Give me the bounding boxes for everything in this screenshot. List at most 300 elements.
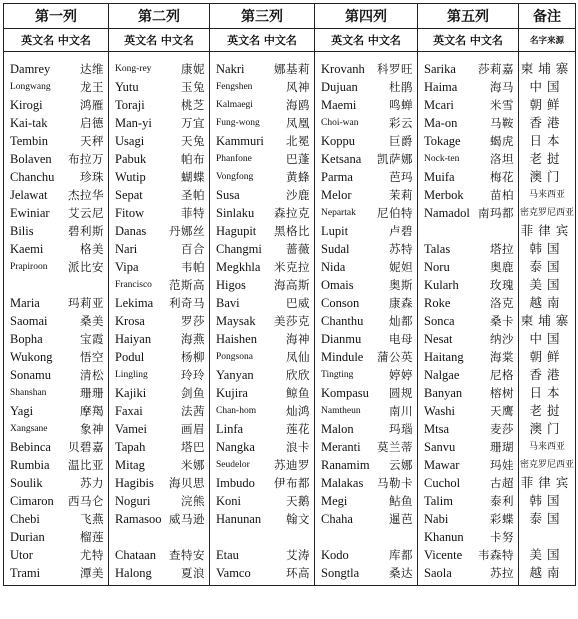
name-cell bbox=[4, 348, 109, 366]
table-row bbox=[4, 528, 576, 546]
chinese-name: 布拉万 bbox=[68, 152, 104, 166]
name-pair bbox=[210, 384, 314, 402]
chinese-name: 美莎克 bbox=[274, 314, 310, 328]
english-name: Prapiroon bbox=[10, 262, 48, 272]
name-cell bbox=[109, 510, 210, 528]
chinese-name: 麦莎 bbox=[490, 422, 514, 436]
name-pair bbox=[109, 60, 209, 78]
english-name: Malakas bbox=[321, 476, 364, 490]
english-name: Changmi bbox=[216, 242, 262, 256]
chinese-name: 茉莉 bbox=[389, 188, 413, 202]
english-name: Chanthu bbox=[321, 314, 364, 328]
name-cell bbox=[210, 510, 315, 528]
name-cell bbox=[315, 402, 418, 420]
name-pair bbox=[315, 186, 417, 204]
name-pair bbox=[4, 186, 108, 204]
name-pair bbox=[315, 276, 417, 294]
english-name: Koni bbox=[216, 494, 241, 508]
name-pair bbox=[315, 78, 417, 96]
english-name: Songtla bbox=[321, 566, 360, 580]
name-pair bbox=[4, 294, 108, 312]
english-name: Mawar bbox=[424, 458, 460, 472]
english-name: Trami bbox=[10, 566, 41, 580]
chinese-name: 巴威 bbox=[286, 296, 310, 310]
name-cell bbox=[4, 258, 109, 276]
origin-cell: 菲律宾 bbox=[519, 222, 576, 240]
chinese-name: 天秤 bbox=[80, 134, 104, 148]
english-name: Damrey bbox=[10, 62, 51, 76]
english-name: Tembin bbox=[10, 134, 49, 148]
table-row bbox=[4, 186, 576, 204]
name-cell bbox=[210, 240, 315, 258]
name-pair bbox=[4, 204, 108, 222]
chinese-name: 温比亚 bbox=[68, 458, 104, 472]
name-pair bbox=[315, 348, 417, 366]
name-cell bbox=[315, 438, 418, 456]
english-name: Melor bbox=[321, 188, 352, 202]
name-cell bbox=[109, 294, 210, 312]
table-row bbox=[4, 258, 576, 276]
name-cell bbox=[418, 348, 519, 366]
name-cell bbox=[4, 204, 109, 222]
chinese-name: 万宜 bbox=[181, 116, 205, 130]
name-cell bbox=[315, 528, 418, 546]
english-name: Malon bbox=[321, 422, 354, 436]
sub-header-cell bbox=[418, 29, 519, 52]
english-name: Bebinca bbox=[10, 440, 51, 454]
english-name: Pabuk bbox=[115, 152, 147, 166]
chinese-name: 桑卡 bbox=[490, 314, 514, 328]
name-pair bbox=[315, 222, 417, 240]
english-name: Nangka bbox=[216, 440, 255, 454]
table-row bbox=[4, 438, 576, 456]
english-name: Halong bbox=[115, 566, 152, 580]
name-cell bbox=[4, 222, 109, 240]
name-pair bbox=[315, 312, 417, 330]
name-pair bbox=[4, 330, 108, 348]
name-cell bbox=[4, 564, 109, 586]
sub-header-cell bbox=[315, 29, 418, 52]
chinese-name: 苏迪罗 bbox=[274, 458, 310, 472]
chinese-name: 南玛都 bbox=[478, 206, 514, 220]
english-name: Wukong bbox=[10, 350, 53, 364]
name-pair bbox=[4, 546, 108, 564]
english-name: Nesat bbox=[424, 332, 453, 346]
english-name: Lekima bbox=[115, 296, 154, 310]
name-cell bbox=[109, 456, 210, 474]
english-name: Kong-rey bbox=[115, 64, 152, 74]
english-name: Tokage bbox=[424, 134, 461, 148]
name-pair bbox=[418, 330, 518, 348]
table-row bbox=[4, 96, 576, 114]
english-name: Sonca bbox=[424, 314, 455, 328]
chinese-name: 艾云尼 bbox=[68, 206, 104, 220]
name-cell bbox=[109, 528, 210, 546]
name-pair bbox=[210, 564, 314, 582]
english-name: Sonamu bbox=[10, 368, 51, 382]
origin-cell: 美国 bbox=[519, 276, 576, 294]
chinese-name: 悟空 bbox=[80, 350, 104, 364]
name-cell bbox=[210, 186, 315, 204]
name-cell bbox=[418, 168, 519, 186]
origin-cell: 日本 bbox=[519, 132, 576, 150]
chinese-name: 欣欣 bbox=[286, 368, 310, 382]
name-pair bbox=[418, 168, 518, 186]
english-name: Shanshan bbox=[10, 388, 47, 398]
name-cell bbox=[210, 348, 315, 366]
name-pair bbox=[210, 168, 314, 186]
name-pair bbox=[4, 474, 108, 492]
chinese-name: 米娜 bbox=[181, 458, 205, 472]
name-cell bbox=[109, 150, 210, 168]
chinese-name: 梅花 bbox=[490, 170, 514, 184]
name-cell bbox=[418, 132, 519, 150]
name-pair bbox=[315, 258, 417, 276]
english-name: Bavi bbox=[216, 296, 240, 310]
table-row bbox=[4, 492, 576, 510]
chinese-name: 康森 bbox=[389, 296, 413, 310]
english-name: Sepat bbox=[115, 188, 143, 202]
name-pair bbox=[210, 276, 314, 294]
name-cell bbox=[4, 150, 109, 168]
name-pair bbox=[109, 564, 209, 582]
name-pair bbox=[4, 348, 108, 366]
name-pair bbox=[109, 456, 209, 474]
name-pair bbox=[4, 528, 108, 546]
chinese-name: 奥鹿 bbox=[490, 260, 514, 274]
en-label: 英文名 bbox=[227, 34, 261, 47]
name-pair bbox=[418, 60, 518, 78]
english-name: Kalmaegi bbox=[216, 100, 253, 110]
name-pair bbox=[210, 402, 314, 420]
chinese-name: 桑达 bbox=[389, 566, 413, 580]
name-cell bbox=[210, 258, 315, 276]
name-cell bbox=[109, 564, 210, 586]
english-name: Longwang bbox=[10, 82, 51, 92]
chinese-name: 彩云 bbox=[389, 116, 413, 130]
name-pair bbox=[418, 528, 518, 546]
name-cell bbox=[210, 564, 315, 586]
name-cell bbox=[109, 114, 210, 132]
english-name: Meranti bbox=[321, 440, 361, 454]
name-pair bbox=[315, 114, 417, 132]
chinese-name: 洛克 bbox=[490, 296, 514, 310]
chinese-name: 科罗旺 bbox=[377, 62, 413, 76]
name-cell bbox=[418, 438, 519, 456]
group-header-2: 第二列 bbox=[109, 4, 210, 29]
note-header: 备注 bbox=[519, 4, 576, 29]
name-pair bbox=[210, 258, 314, 276]
english-name: Mcari bbox=[424, 98, 454, 112]
name-cell bbox=[418, 276, 519, 294]
name-cell bbox=[210, 546, 315, 564]
name-cell bbox=[210, 78, 315, 96]
cn-label: 中文名 bbox=[160, 34, 194, 47]
english-name: Mitag bbox=[115, 458, 145, 472]
chinese-name: 法茜 bbox=[181, 404, 205, 418]
name-cell bbox=[109, 132, 210, 150]
chinese-name: 马勒卡 bbox=[377, 476, 413, 490]
name-pair bbox=[4, 222, 108, 240]
name-pair bbox=[109, 222, 209, 240]
name-pair bbox=[109, 276, 209, 294]
name-pair bbox=[4, 78, 108, 96]
english-name: Wutip bbox=[115, 170, 146, 184]
chinese-name: 天鹰 bbox=[490, 404, 514, 418]
english-name: Nida bbox=[321, 260, 346, 274]
origin-cell: 马来西亚 bbox=[519, 438, 576, 456]
chinese-name: 珍珠 bbox=[80, 170, 104, 184]
name-cell bbox=[315, 420, 418, 438]
name-cell bbox=[315, 348, 418, 366]
english-name: Nabi bbox=[424, 512, 449, 526]
chinese-name: 海高斯 bbox=[274, 278, 310, 292]
english-name: Koppu bbox=[321, 134, 356, 148]
origin-cell: 老挝 bbox=[519, 150, 576, 168]
english-name: Nari bbox=[115, 242, 138, 256]
name-cell bbox=[210, 168, 315, 186]
name-pair bbox=[315, 492, 417, 510]
english-name: Chaha bbox=[321, 512, 353, 526]
table-row bbox=[4, 222, 576, 240]
origin-cell: 日本 bbox=[519, 384, 576, 402]
chinese-name: 海棠 bbox=[490, 350, 514, 364]
chinese-name: 天兔 bbox=[181, 134, 205, 148]
table-row bbox=[4, 276, 576, 294]
name-cell bbox=[109, 492, 210, 510]
english-name: Bilis bbox=[10, 224, 34, 238]
english-name: Washi bbox=[424, 404, 455, 418]
name-cell bbox=[315, 474, 418, 492]
name-pair bbox=[418, 384, 518, 402]
english-name: Cuchol bbox=[424, 476, 461, 490]
name-cell bbox=[315, 240, 418, 258]
english-name: Etau bbox=[216, 548, 239, 562]
name-cell bbox=[109, 402, 210, 420]
origin-cell: 柬埔寨 bbox=[519, 312, 576, 330]
cn-label: 中文名 bbox=[469, 34, 503, 47]
english-name: Haishen bbox=[216, 332, 257, 346]
name-pair bbox=[210, 348, 314, 366]
name-pair bbox=[418, 240, 518, 258]
chinese-name: 摩羯 bbox=[80, 404, 104, 418]
english-name: Imbudo bbox=[216, 476, 255, 490]
chinese-name: 利奇马 bbox=[169, 296, 205, 310]
chinese-name: 圣帕 bbox=[181, 188, 205, 202]
name-pair bbox=[418, 312, 518, 330]
english-name: Podul bbox=[115, 350, 145, 364]
name-pair bbox=[315, 60, 417, 78]
name-pair bbox=[210, 366, 314, 384]
name-cell bbox=[109, 204, 210, 222]
name-cell bbox=[315, 330, 418, 348]
name-cell bbox=[210, 222, 315, 240]
chinese-name: 莎莉嘉 bbox=[478, 62, 514, 76]
name-pair bbox=[109, 240, 209, 258]
english-name: Vipa bbox=[115, 260, 139, 274]
name-pair bbox=[109, 510, 209, 528]
origin-cell: 马来西亚 bbox=[519, 186, 576, 204]
english-name: Muifa bbox=[424, 170, 455, 184]
chinese-name: 夏浪 bbox=[181, 566, 205, 580]
chinese-name: 苏特 bbox=[389, 242, 413, 256]
sub-header-cell bbox=[4, 29, 109, 52]
chinese-name: 帕布 bbox=[181, 152, 205, 166]
english-name: Yutu bbox=[115, 80, 139, 94]
name-cell bbox=[4, 330, 109, 348]
name-cell bbox=[210, 492, 315, 510]
english-name: Bopha bbox=[10, 332, 43, 346]
table-row bbox=[4, 114, 576, 132]
table-row bbox=[4, 312, 576, 330]
name-cell bbox=[418, 402, 519, 420]
chinese-name: 启德 bbox=[80, 116, 104, 130]
name-cell bbox=[4, 510, 109, 528]
chinese-name: 派比安 bbox=[68, 260, 104, 274]
chinese-name: 纳沙 bbox=[490, 332, 514, 346]
name-cell bbox=[315, 276, 418, 294]
name-pair bbox=[315, 240, 417, 258]
english-name: Sanvu bbox=[424, 440, 456, 454]
name-cell bbox=[4, 474, 109, 492]
english-name: Pongsona bbox=[216, 352, 253, 362]
english-name: Talas bbox=[424, 242, 451, 256]
name-pair bbox=[4, 312, 108, 330]
name-pair bbox=[418, 546, 518, 564]
name-cell bbox=[418, 456, 519, 474]
name-pair bbox=[4, 366, 108, 384]
name-pair bbox=[210, 474, 314, 492]
chinese-name: 鸣蝉 bbox=[389, 98, 413, 112]
table-row bbox=[4, 366, 576, 384]
chinese-name: 杜鹃 bbox=[389, 80, 413, 94]
chinese-name: 莫兰蒂 bbox=[377, 440, 413, 454]
name-cell bbox=[315, 312, 418, 330]
chinese-name: 龙王 bbox=[80, 80, 104, 94]
name-pair bbox=[418, 132, 518, 150]
english-name: Yanyan bbox=[216, 368, 254, 382]
name-pair bbox=[315, 546, 417, 564]
en-label: 英文名 bbox=[124, 34, 158, 47]
name-cell bbox=[210, 384, 315, 402]
english-name: Faxai bbox=[115, 404, 143, 418]
name-pair bbox=[109, 78, 209, 96]
typhoon-names-sheet bbox=[3, 3, 575, 615]
table-row bbox=[4, 78, 576, 96]
name-pair bbox=[4, 114, 108, 132]
chinese-name: 鲇鱼 bbox=[389, 494, 413, 508]
name-pair bbox=[315, 402, 417, 420]
english-name: Conson bbox=[321, 296, 360, 310]
name-cell bbox=[4, 52, 109, 79]
sub-header-row bbox=[4, 29, 576, 52]
group-header-5: 第五列 bbox=[418, 4, 519, 29]
name-cell bbox=[418, 564, 519, 586]
chinese-name: 尼伯特 bbox=[377, 206, 413, 220]
name-pair bbox=[418, 258, 518, 276]
chinese-name: 百合 bbox=[181, 242, 205, 256]
english-name: Soulik bbox=[10, 476, 43, 490]
english-name: Haima bbox=[424, 80, 458, 94]
name-cell bbox=[4, 132, 109, 150]
name-cell bbox=[315, 510, 418, 528]
english-name: Sudal bbox=[321, 242, 350, 256]
origin-cell: 香港 bbox=[519, 114, 576, 132]
chinese-name: 威马逊 bbox=[169, 512, 205, 526]
chinese-name: 环高 bbox=[286, 566, 310, 580]
table-row bbox=[4, 564, 576, 586]
group-header-1: 第一列 bbox=[4, 4, 109, 29]
name-cell bbox=[109, 366, 210, 384]
english-name: Phanfone bbox=[216, 154, 252, 164]
chinese-name: 韦森特 bbox=[478, 548, 514, 562]
chinese-name: 苏力 bbox=[80, 476, 104, 490]
name-pair bbox=[210, 204, 314, 222]
name-pair bbox=[109, 96, 209, 114]
name-cell bbox=[315, 150, 418, 168]
sub-header-cell bbox=[109, 29, 210, 52]
origin-cell: 泰国 bbox=[519, 510, 576, 528]
name-pair bbox=[210, 78, 314, 96]
chinese-name: 榴莲 bbox=[80, 530, 104, 544]
name-pair bbox=[210, 546, 314, 564]
name-pair bbox=[109, 546, 209, 564]
name-pair bbox=[418, 420, 518, 438]
name-pair bbox=[4, 438, 108, 456]
english-name: Choi-wan bbox=[321, 118, 359, 128]
english-name: Kujira bbox=[216, 386, 248, 400]
name-cell bbox=[315, 204, 418, 222]
name-cell bbox=[4, 528, 109, 546]
english-name: Haitang bbox=[424, 350, 464, 364]
name-pair bbox=[109, 204, 209, 222]
name-pair bbox=[418, 150, 518, 168]
name-pair bbox=[418, 438, 518, 456]
name-pair bbox=[109, 420, 209, 438]
english-name: Ramasoo bbox=[115, 512, 162, 526]
name-pair bbox=[315, 132, 417, 150]
name-pair bbox=[210, 330, 314, 348]
name-cell bbox=[210, 330, 315, 348]
table-row bbox=[4, 132, 576, 150]
origin-cell: 柬埔寨 bbox=[519, 52, 576, 79]
name-pair bbox=[109, 348, 209, 366]
chinese-name: 海神 bbox=[286, 332, 310, 346]
english-name: Sarika bbox=[424, 62, 456, 76]
name-cell bbox=[4, 438, 109, 456]
name-pair bbox=[315, 150, 417, 168]
name-cell bbox=[109, 384, 210, 402]
name-pair bbox=[4, 258, 108, 276]
origin-cell: 朝鲜 bbox=[519, 96, 576, 114]
group-header-3: 第三列 bbox=[210, 4, 315, 29]
name-cell bbox=[109, 546, 210, 564]
name-cell bbox=[315, 78, 418, 96]
name-pair bbox=[315, 456, 417, 474]
chinese-name: 卡努 bbox=[490, 530, 514, 544]
chinese-name: 西马仑 bbox=[68, 494, 104, 508]
english-name: Vongfong bbox=[216, 172, 254, 182]
chinese-name: 宝霞 bbox=[80, 332, 104, 346]
english-name: Kai-tak bbox=[10, 116, 48, 130]
name-pair bbox=[4, 456, 108, 474]
english-name: Ketsana bbox=[321, 152, 362, 166]
chinese-name: 康妮 bbox=[181, 62, 205, 76]
english-name: Kirogi bbox=[10, 98, 43, 112]
origin-cell: 越南 bbox=[519, 564, 576, 586]
name-cell bbox=[4, 240, 109, 258]
name-pair bbox=[4, 402, 108, 420]
